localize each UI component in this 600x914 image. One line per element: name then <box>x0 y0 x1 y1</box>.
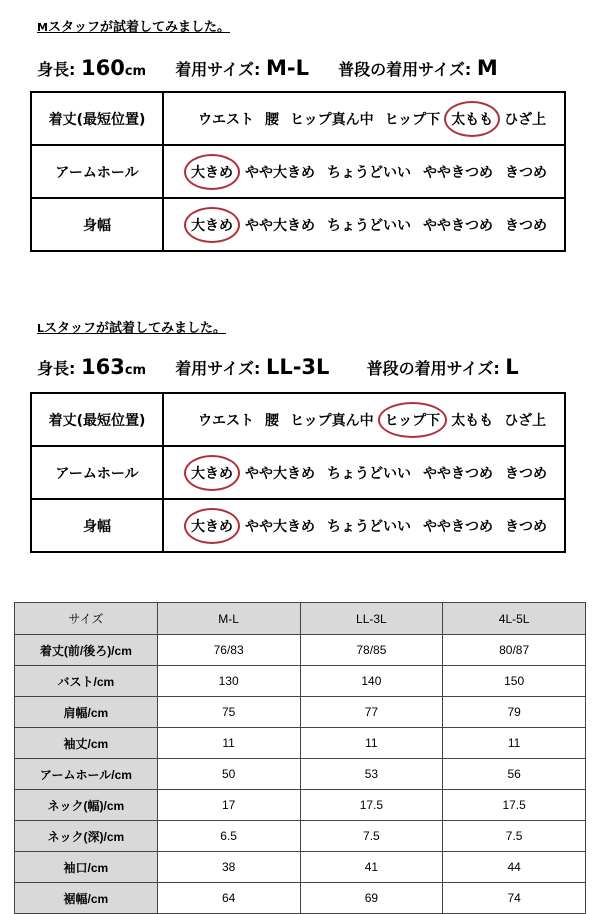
size-value-cell: 76/83 <box>157 635 300 666</box>
fit-option: ややきつめ <box>423 518 493 535</box>
height-label: 身長: <box>37 60 76 79</box>
selection-circle-wrap <box>385 410 441 430</box>
fit-option: やや大きめ <box>245 164 315 181</box>
size-value-cell: 69 <box>300 883 443 914</box>
size-header-cell: 4L-5L <box>443 603 586 635</box>
size-row-label: ネック(幅)/cm <box>15 790 158 821</box>
selection-circle <box>184 207 240 243</box>
size-row-label: 肩幅/cm <box>15 697 158 728</box>
size-value-cell: 150 <box>443 666 586 697</box>
size-spec-table <box>14 602 586 914</box>
height-value: 160 <box>80 56 125 80</box>
fit-option: ややきつめ <box>423 465 493 482</box>
size-value-cell: 11 <box>443 728 586 759</box>
size-value-cell: 130 <box>157 666 300 697</box>
size-value-cell: 44 <box>443 852 586 883</box>
selection-circle-wrap <box>191 516 233 536</box>
size-value-cell: 17.5 <box>443 790 586 821</box>
fit-options <box>163 446 565 499</box>
staff-fitting-section-m <box>0 0 600 300</box>
fit-options <box>163 92 565 145</box>
size-value-cell: 79 <box>443 697 586 728</box>
size-value-cell: 77 <box>300 697 443 728</box>
fit-option: ウエスト <box>198 412 254 429</box>
fit-row <box>31 92 565 145</box>
size-header-cell: サイズ <box>15 603 158 635</box>
fit-row-label: アームホール <box>31 145 163 198</box>
fit-option: ヒップ下 <box>384 111 441 128</box>
size-table-header-row <box>15 603 586 635</box>
fit-option-selected: 大きめ <box>191 217 233 234</box>
size-header-cell: LL-3L <box>300 603 443 635</box>
fit-option: きつめ <box>505 465 547 482</box>
size-row-label: アームホール/cm <box>15 759 158 790</box>
size-row-label: 袖丈/cm <box>15 728 158 759</box>
section-heading <box>37 16 230 35</box>
fit-options <box>163 393 565 446</box>
size-value-cell: 38 <box>157 852 300 883</box>
fit-option: きつめ <box>505 217 547 234</box>
section-heading <box>37 317 226 336</box>
fit-row <box>31 198 565 251</box>
fit-options-line <box>164 394 564 445</box>
fit-option: ややきつめ <box>423 164 493 181</box>
worn-size-label: 着用サイズ: <box>175 359 261 378</box>
fit-option: やや大きめ <box>245 518 315 535</box>
size-value-cell: 7.5 <box>443 821 586 852</box>
size-value-cell: 78/85 <box>300 635 443 666</box>
height-unit: cm <box>124 64 147 79</box>
fit-option: 腰 <box>265 412 279 429</box>
size-value-cell: 41 <box>300 852 443 883</box>
usual-size-label: 普段の着用サイズ: <box>366 359 500 378</box>
fit-row-label: 身幅 <box>31 198 163 251</box>
selection-circle-wrap <box>451 109 493 129</box>
fit-option: きつめ <box>505 518 547 535</box>
selection-circle-wrap <box>191 215 233 235</box>
selection-circle <box>184 455 240 491</box>
size-value-cell: 6.5 <box>157 821 300 852</box>
size-table-row <box>15 635 586 666</box>
heading-text: スタッフが試着してみました。 <box>47 20 230 35</box>
fit-row-label: 着丈(最短位置) <box>31 92 163 145</box>
fit-row-label: アームホール <box>31 446 163 499</box>
fit-option: ウエスト <box>198 111 254 128</box>
size-value-cell: 7.5 <box>300 821 443 852</box>
fit-option: ややきつめ <box>423 217 493 234</box>
size-value-cell: 140 <box>300 666 443 697</box>
size-value-cell: 17 <box>157 790 300 821</box>
fit-options <box>163 198 565 251</box>
fit-option: 腰 <box>265 111 279 128</box>
size-table-row <box>15 883 586 914</box>
fit-option: やや大きめ <box>245 465 315 482</box>
size-value-cell: 11 <box>157 728 300 759</box>
usual-size-label: 普段の着用サイズ: <box>338 60 472 79</box>
size-row-label: バスト/cm <box>15 666 158 697</box>
size-table-body <box>15 635 586 914</box>
fit-table <box>30 392 566 553</box>
fit-option: ちょうどいい <box>327 465 411 482</box>
fit-options-line <box>164 500 564 551</box>
fit-option-selected: ヒップ下 <box>384 412 441 429</box>
fit-row <box>31 393 565 446</box>
heading-lead: L <box>37 322 45 335</box>
size-table-row <box>15 728 586 759</box>
size-table-row <box>15 697 586 728</box>
size-table-row <box>15 790 586 821</box>
fit-option: ヒップ真ん中 <box>290 412 374 429</box>
selection-circle-wrap <box>191 463 233 483</box>
height-label: 身長: <box>37 359 76 378</box>
staff-info-line <box>37 56 498 80</box>
worn-size-value: M-L <box>265 56 309 80</box>
size-value-cell: 53 <box>300 759 443 790</box>
size-row-label: 裾幅/cm <box>15 883 158 914</box>
staff-info-line <box>37 355 519 379</box>
fit-option: ひざ上 <box>504 111 547 128</box>
fit-row <box>31 499 565 552</box>
size-row-label: 袖口/cm <box>15 852 158 883</box>
fit-option-selected: 大きめ <box>191 465 233 482</box>
height-value: 163 <box>80 355 125 379</box>
selection-circle <box>444 101 500 137</box>
size-table-row <box>15 666 586 697</box>
fit-options <box>163 145 565 198</box>
size-header-cell: M-L <box>157 603 300 635</box>
size-value-cell: 17.5 <box>300 790 443 821</box>
size-table-row <box>15 821 586 852</box>
worn-size-label: 着用サイズ: <box>175 60 261 79</box>
fit-row-label: 身幅 <box>31 499 163 552</box>
fit-option: ひざ上 <box>504 412 547 429</box>
fit-table <box>30 91 566 252</box>
fit-options-line <box>164 93 564 144</box>
fit-option: ちょうどいい <box>327 217 411 234</box>
usual-size-value: L <box>505 355 519 379</box>
size-row-label: 着丈(前/後ろ)/cm <box>15 635 158 666</box>
height-unit: cm <box>124 363 147 378</box>
fit-row <box>31 145 565 198</box>
size-value-cell: 74 <box>443 883 586 914</box>
size-value-cell: 80/87 <box>443 635 586 666</box>
fit-option: 太もも <box>451 412 494 429</box>
fit-options-line <box>164 146 564 197</box>
size-value-cell: 50 <box>157 759 300 790</box>
fit-option-selected: 大きめ <box>191 164 233 181</box>
selection-circle <box>378 402 448 438</box>
usual-size-value: M <box>476 56 498 80</box>
size-table-row <box>15 759 586 790</box>
fit-option-selected: 大きめ <box>191 518 233 535</box>
fit-option: ちょうどいい <box>327 164 411 181</box>
size-value-cell: 56 <box>443 759 586 790</box>
fit-option: やや大きめ <box>245 217 315 234</box>
size-value-cell: 75 <box>157 697 300 728</box>
fit-option-selected: 太もも <box>451 111 494 128</box>
size-value-cell: 11 <box>300 728 443 759</box>
selection-circle <box>184 154 240 190</box>
heading-text: スタッフが試着してみました。 <box>44 321 227 336</box>
staff-fitting-section-l <box>0 300 600 570</box>
worn-size-value: LL-3L <box>265 355 330 379</box>
size-row-label: ネック(深)/cm <box>15 821 158 852</box>
selection-circle <box>184 508 240 544</box>
fit-option: ちょうどいい <box>327 518 411 535</box>
fit-options-line <box>164 447 564 498</box>
fit-row <box>31 446 565 499</box>
fit-row-label: 着丈(最短位置) <box>31 393 163 446</box>
heading-lead: M <box>37 21 48 34</box>
fit-option: きつめ <box>505 164 547 181</box>
fit-options <box>163 499 565 552</box>
selection-circle-wrap <box>191 162 233 182</box>
fit-options-line <box>164 199 564 250</box>
size-table-row <box>15 852 586 883</box>
fit-option: ヒップ真ん中 <box>290 111 374 128</box>
size-value-cell: 64 <box>157 883 300 914</box>
